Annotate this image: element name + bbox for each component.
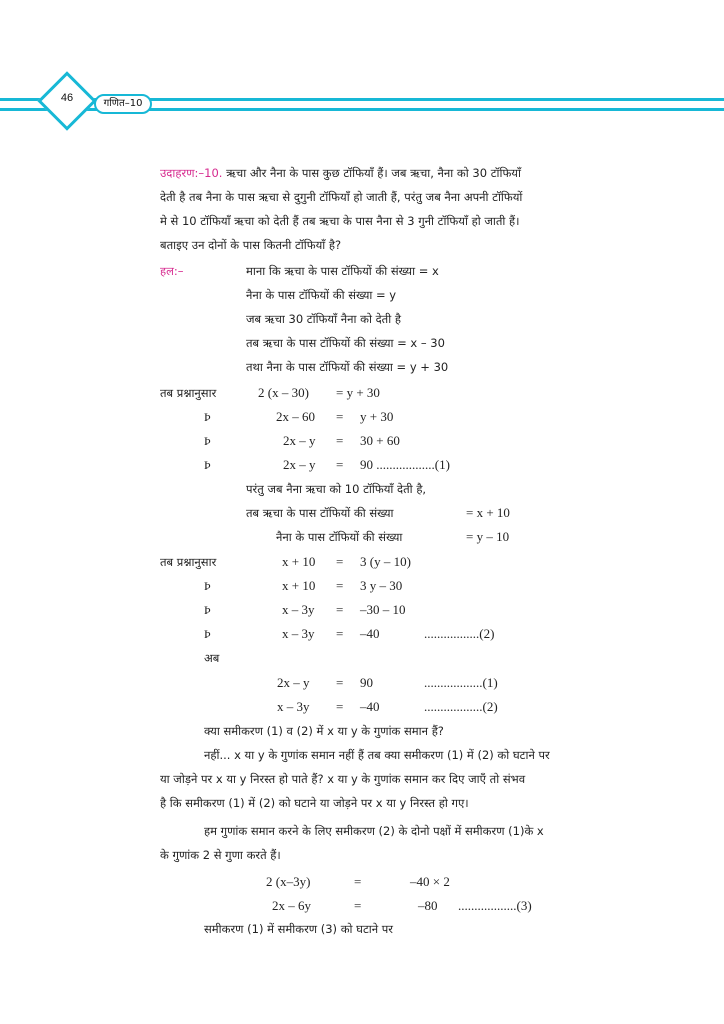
equation-5-right: 3 (y – 10) [360, 554, 411, 569]
now-label: अब [204, 651, 220, 665]
condition-text-3: नैना के पास टॉफियों की संख्या [276, 530, 403, 544]
example-line-4: बताइए उन दोनों के पास कितनी टॉफियाँ है? [160, 238, 342, 252]
equation-7-right: –30 – 10 [360, 602, 406, 617]
equation-4-equals: = [336, 457, 344, 472]
equation-9-right: 90 [360, 675, 373, 690]
implies-symbol: Þ [204, 458, 211, 472]
equation-8-tag: .................(2) [424, 626, 495, 641]
example-para-1 [160, 166, 521, 181]
assumption-3: जब ऋचा 30 टॉफियाँ नैना को देती है [246, 312, 401, 326]
condition-value-3: = y – 10 [466, 529, 510, 544]
equation-12-equals: = [354, 898, 362, 913]
condition-label-1: तब प्रश्नानुसार [160, 386, 217, 400]
equation-1-left: 2 (x – 30) [258, 385, 309, 400]
equation-10-right: –40 [360, 699, 380, 714]
condition-text-1: परंतु जब नैना ऋचा को 10 टॉफियाँ देती है, [246, 482, 427, 496]
equation-6-equals: = [336, 578, 344, 593]
implies-symbol: Þ [204, 410, 211, 424]
equation-11-left: 2 (x–3y) [266, 874, 311, 889]
equation-12-tag: ..................(3) [458, 898, 532, 913]
equation-6-left: x + 10 [282, 578, 316, 593]
explanation-line-4: हम गुणांक समान करने के लिए समीकरण (2) के दोनो पक्षों में समीकरण (1)के x [204, 824, 544, 838]
solution-label: हल:– [160, 264, 184, 278]
equation-12-left: 2x – 6y [272, 898, 311, 913]
condition-label-2: तब प्रश्नानुसार [160, 555, 217, 569]
equation-5-equals: = [336, 554, 344, 569]
equation-11-right: –40 × 2 [410, 874, 450, 889]
condition-value-2: = x + 10 [466, 505, 510, 520]
equation-11-equals: = [354, 874, 362, 889]
closing-line: समीकरण (1) में समीकरण (3) को घटाने पर [204, 922, 394, 936]
example-label: उदाहरण:–10. [160, 166, 223, 180]
explanation-line-3: है कि समीकरण (1) में (2) को घटाने या जोड़ने पर x या y निरस्त हो गए। [160, 796, 469, 810]
question-line: क्या समीकरण (1) व (2) में x या y के गुणांक समान हैं? [204, 724, 444, 738]
equation-10-equals: = [336, 699, 344, 714]
implies-symbol: Þ [204, 627, 211, 641]
equation-9-left: 2x – y [277, 675, 310, 690]
equation-7-left: x – 3y [282, 602, 315, 617]
implies-symbol: Þ [204, 603, 211, 617]
equation-1-right: = y + 30 [336, 385, 380, 400]
equation-12-right: –80 [418, 898, 438, 913]
assumption-4: तब ऋचा के पास टॉफियों की संख्या = x – 30 [246, 336, 445, 350]
equation-8-right: –40 [360, 626, 380, 641]
assumption-5: तथा नैना के पास टॉफियों की संख्या = y + 30 [246, 360, 449, 374]
equation-3-equals: = [336, 433, 344, 448]
equation-2-right: y + 30 [360, 409, 394, 424]
equation-7-equals: = [336, 602, 344, 617]
assumption-2: नैना के पास टॉफियों की संख्या = y [246, 288, 397, 302]
equation-9-tag: ..................(1) [424, 675, 498, 690]
book-title: गणित–10 [94, 94, 152, 114]
page-number: 46 [60, 92, 74, 104]
equation-3-right: 30 + 60 [360, 433, 400, 448]
equation-4-left: 2x – y [283, 457, 316, 472]
example-line-3: मे से 10 टॉफियाँ ऋचा को देती हैं तब ऋचा के पास नैना से 3 गुनी टॉफियाँ हो जाती हैं। [160, 214, 520, 228]
equation-9-equals: = [336, 675, 344, 690]
equation-3-left: 2x – y [283, 433, 316, 448]
implies-symbol: Þ [204, 579, 211, 593]
example-line-2: देती है तब नैना के पास ऋचा से दुगुनी टॉफियाँ हो जाती हैं, परंतु जब नैना अपनी टॉफियों [160, 190, 523, 204]
equation-10-tag: ..................(2) [424, 699, 498, 714]
assumption-1: माना कि ऋचा के पास टॉफियों की संख्या = x [246, 264, 439, 278]
equation-10-left: x – 3y [277, 699, 310, 714]
condition-text-2: तब ऋचा के पास टॉफियों की संख्या [246, 506, 394, 520]
equation-8-left: x – 3y [282, 626, 315, 641]
example-line-1: ऋचा और नैना के पास कुछ टॉफियाँ हैं। जब ऋचा, नैना को 30 टॉफियाँ [226, 166, 521, 180]
explanation-line-2: या जोड़ने पर x या y निरस्त हो पाते हैं? x या y के गुणांक समान कर दिए जाएँ तो संभव [160, 772, 526, 786]
equation-5-left: x + 10 [282, 554, 316, 569]
equation-2-equals: = [336, 409, 344, 424]
explanation-line-5: के गुणांक 2 से गुणा करते हैं। [160, 848, 281, 862]
implies-symbol: Þ [204, 434, 211, 448]
equation-8-equals: = [336, 626, 344, 641]
equation-6-right: 3 y – 30 [360, 578, 403, 593]
equation-2-left: 2x – 60 [276, 409, 315, 424]
explanation-line-1: नहीं... x या y के गुणांक समान नहीं हैं तब क्या समीकरण (1) में (2) को घटाने पर [204, 748, 550, 762]
equation-4-right: 90 ..................(1) [360, 457, 450, 472]
